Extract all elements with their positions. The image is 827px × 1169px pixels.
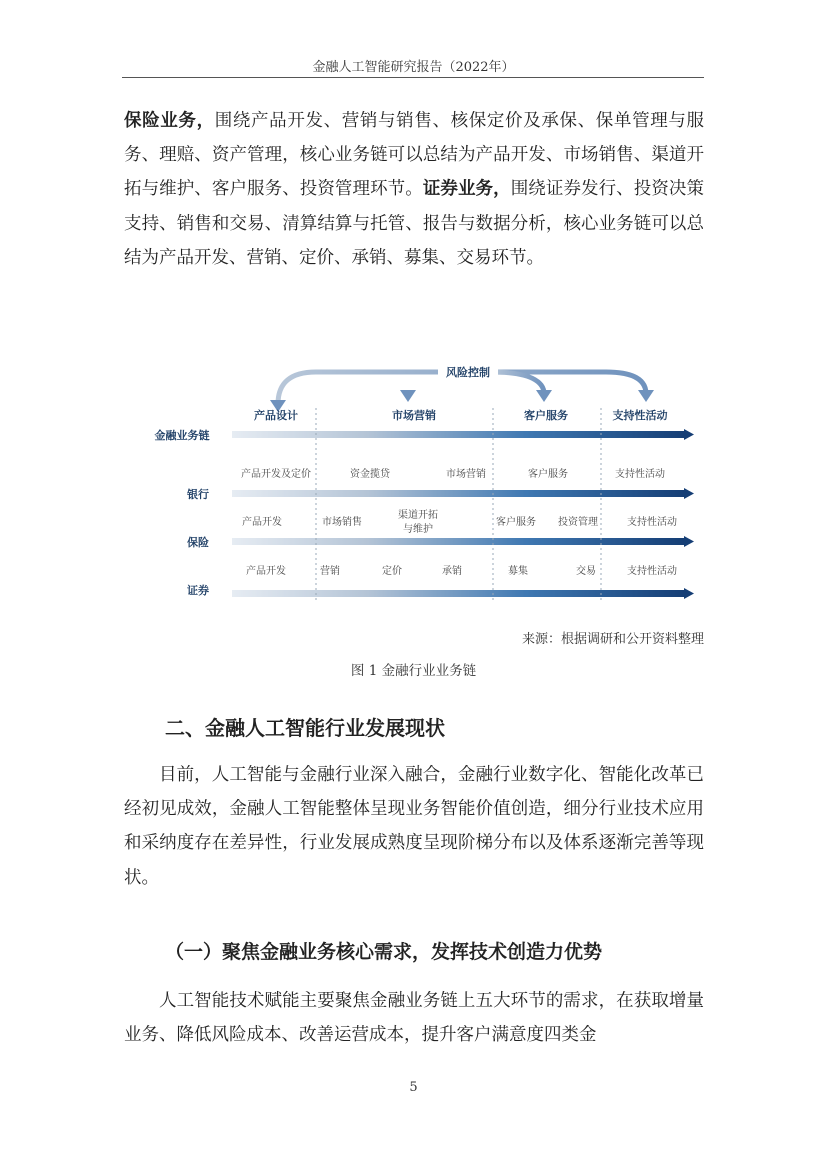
running-header: 金融人工智能研究报告（2022年） — [312, 60, 515, 75]
risk-control-label: 风险控制 — [446, 366, 490, 379]
band-chain — [232, 431, 684, 438]
band-insurance-arrow — [684, 536, 694, 547]
insurance-item: 投资管理 — [558, 517, 598, 528]
band-securities — [232, 590, 684, 597]
securities-item: 定价 — [382, 566, 402, 577]
header-product-design: 产品设计 — [254, 409, 298, 422]
figure-source: 来源：根据调研和公开资料整理 — [521, 632, 704, 647]
row-label-bank: 银行 — [187, 488, 209, 501]
bank-item: 资金揽贷 — [350, 469, 390, 480]
band-insurance — [232, 538, 684, 545]
insurance-item: 支持性活动 — [627, 517, 677, 528]
band-bank-arrow — [684, 488, 694, 499]
insurance-text: 围绕产品开发、营销与销售、核保定价及承保、保单管理与服务、理赔、资产管理，核心业务链可以总结为产品开发、市场销售、渠道开拓与维护、客户服务、投资管理环节。 — [124, 111, 705, 200]
arrowheads — [270, 390, 654, 412]
row-label-insurance: 保险 — [187, 536, 209, 549]
band-securities-arrow — [684, 588, 694, 599]
header-customer-service: 客户服务 — [524, 409, 568, 422]
bank-item: 市场营销 — [446, 469, 486, 480]
header-support: 支持性活动 — [612, 409, 668, 422]
row-label-securities: 证券 — [187, 584, 209, 597]
bank-item: 支持性活动 — [615, 469, 665, 480]
securities-item: 交易 — [576, 566, 596, 577]
bank-item: 客户服务 — [528, 469, 568, 480]
subsection-paragraph: 人工智能技术赋能主要聚焦金融业务链上五大环节的需求，在获取增量业务、降低风险成本、改善运营成本，提升客户满意度四类金 — [124, 991, 704, 1046]
securities-item: 产品开发 — [246, 566, 286, 577]
securities-item: 营销 — [320, 566, 340, 577]
insurance-label: 保险业务， — [124, 111, 215, 131]
insurance-item: 市场销售 — [322, 517, 362, 528]
subsection-heading: （一）聚焦金融业务核心需求，发挥技术创造力优势 — [165, 941, 603, 963]
section-paragraph: 目前，人工智能与金融行业深入融合，金融行业数字化、智能化改革已经初见成效，金融人工智能整体呈现业务智能价值创造，细分行业技术应用和采纳度存在差异性，行业发展成熟度呈现阶梯分布以及体系逐渐完善等现状。 — [124, 765, 704, 888]
insurance-item: 客户服务 — [496, 517, 536, 528]
securities-item: 募集 — [508, 566, 528, 577]
insurance-item: 产品开发 — [242, 517, 282, 528]
intro-paragraph — [124, 104, 704, 275]
band-chain-arrow — [684, 429, 694, 440]
figure-caption: 图 1 金融行业业务链 — [350, 663, 477, 679]
insurance-item: 与维护 — [403, 524, 433, 535]
row-labels — [155, 428, 211, 597]
securities-label: 证券业务， — [422, 179, 511, 200]
band-bank — [232, 490, 684, 497]
insurance-item: 渠道开拓 — [398, 510, 438, 521]
business-chain-diagram — [146, 360, 702, 620]
insurance-items — [242, 508, 677, 535]
securities-text: 围绕证券发行、投资决策支持、销售和交易、清算结算与托管、报告与数据分析，核心业务链可以总结为产品开发、营销、定价、承销、募集、交易环节。 — [124, 179, 704, 268]
chain-bands — [232, 429, 694, 599]
row-label-chain: 金融业务链 — [154, 429, 210, 442]
securities-item: 承销 — [442, 566, 462, 577]
header-rule — [122, 77, 704, 78]
section-heading: 二、金融人工智能行业发展现状 — [165, 716, 445, 740]
securities-item: 支持性活动 — [627, 566, 677, 577]
bank-item: 产品开发及定价 — [241, 469, 311, 480]
page-number: 5 — [409, 1080, 418, 1095]
header-marketing: 市场营销 — [392, 409, 436, 422]
securities-items — [246, 564, 677, 577]
